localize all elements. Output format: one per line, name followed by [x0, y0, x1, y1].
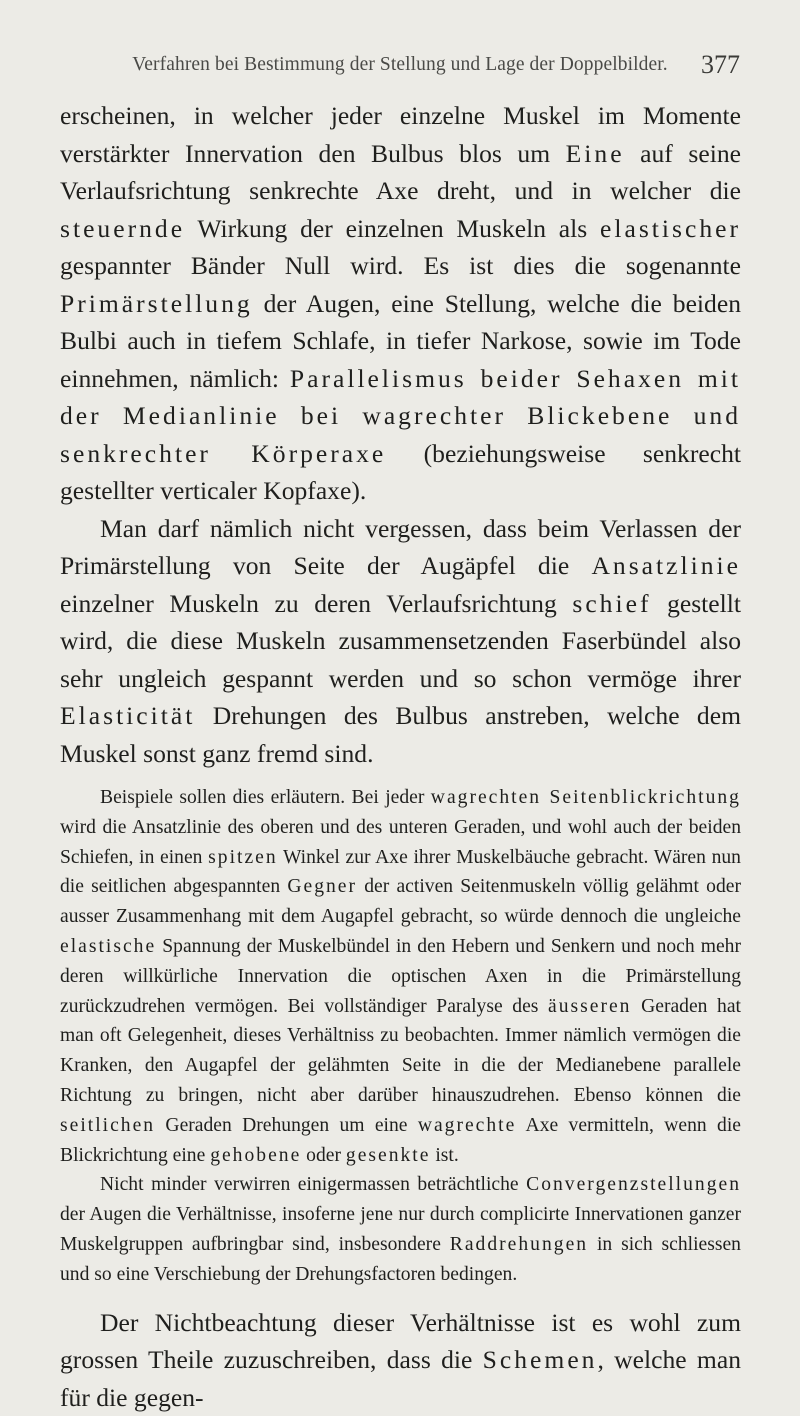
spaced-emphasis: Eine — [565, 138, 625, 168]
spaced-emphasis: gesenkte — [345, 1144, 431, 1166]
spaced-emphasis: Schemen — [482, 1345, 598, 1375]
spaced-emphasis: seitlichen — [60, 1114, 156, 1136]
paragraph-primary-position: erscheinen, in welcher jeder einzelne Muskel im Momente verstärkter Innervation den Bulbus blos um Eine auf seine Verlaufsrichtung senkrechte Axe dreht, und in welcher die steuernde Wirkung der einzelnen Muskeln als elastischer gespannter Bänder Null wird. Es ist dies die sogenannte Primärstellung der Augen, eine Stellung, welche die beiden Bulbi auch in tiefem Schlafe, in tiefer Narkose, sowie im Tode einnehmen, nämlich: Parallelismus beider Sehaxen mit der Medianlinie bei wagrechter Blickebene und senkrechter Körperaxe (beziehungsweise senkrecht gestellter verticaler Kopfaxe). — [60, 101, 741, 505]
spaced-emphasis: Elasticität — [60, 701, 196, 730]
spaced-emphasis: steuernde — [60, 213, 186, 243]
spaced-emphasis: wagrechte — [417, 1114, 517, 1136]
spaced-emphasis: elastische — [60, 935, 157, 957]
paragraph-schemes: Der Nichtbeachtung dieser Verhältnisse ist es wohl zum grossen Theile zuzuschreiben, dass die Schemen, welche man für die gegen- — [60, 1307, 741, 1412]
spaced-emphasis: Raddrehungen — [449, 1233, 589, 1255]
spaced-emphasis: schief — [572, 588, 652, 618]
paragraph-insertion-line: Man darf nämlich nicht vergessen, dass beim Verlassen der Primärstellung von Seite der Augäpfel die Ansatzlinie einzelner Muskeln zu deren Verlaufsrichtung schief gestellt wird, die diese Muskeln zusammensetzenden Faserbündel also sehr ungleich gespannt werden und so schon vermöge ihrer Elasticität Drehungen des Bulbus anstreben, welche dem Muskel sonst ganz fremd sind. — [60, 513, 741, 768]
spaced-emphasis: Convergenzstellungen — [526, 1174, 741, 1196]
spaced-emphasis: wagrechten Seitenblickrichtung — [430, 787, 741, 808]
paragraph-convergence: Nicht minder verwirren einigermassen beträchtliche Convergenzstellungen der Augen die Verhältnisse, insoferne jene nur durch complicirte Innervationen ganzer Muskelgruppen aufbringbar sind, insbesondere Raddrehungen in sich schliessen und so eine Verschiebung der Drehungsfactoren bedingen. — [60, 1174, 741, 1285]
spaced-emphasis: Ansatzlinie — [591, 551, 741, 580]
spaced-emphasis: Gegner — [287, 876, 358, 898]
page-number: 377 — [701, 50, 740, 79]
running-title: Verfahren bei Bestimmung der Stellung und Lage der Doppelbilder. — [132, 54, 668, 75]
spaced-emphasis: Parallelismus beider Sehaxen mit der Medianlinie bei wagrechter Blickebene und senkrechter Körperaxe — [60, 363, 741, 468]
spaced-emphasis: gehobene — [210, 1144, 302, 1166]
spaced-emphasis: elastischer — [599, 213, 741, 243]
paragraph-examples: Beispiele sollen dies erläutern. Bei jeder wagrechten Seitenblickrichtung wird die Ansatzlinie des oberen und des unteren Geraden, und wohl auch der beiden Schiefen, in einen spitzen Winkel zur Axe ihrer Muskelbäuche gebracht. Wären nun die seitlichen abgespannten Gegner der activen Seitenmuskeln völlig gelähmt oder ausser Zusammenhang mit dem Augapfel gebracht, so würde dennoch die ungleiche elastische Spannung der Muskelbündel in den Hebern und Senkern und noch mehr deren willkürliche Innervation die optischen Axen in die Primärstellung zurückzudrehen vermögen. Bei vollständiger Paralyse des äusseren Geraden hat man oft Gelegenheit, dieses Verhältniss zu beobachten. Immer nämlich vermögen die Kranken, den Augapfel der gelähmten Seite in die der Medianebene parallele Richtung zu bringen, nicht aber darüber hinauszudrehen. Ebenso können die seitlichen Geraden Drehungen um eine wagrechte Axe vermitteln, wenn die Blickrichtung eine gehobene oder gesenkte ist. — [60, 787, 741, 1166]
body-text — [60, 97, 741, 1416]
spaced-emphasis: äusseren — [548, 995, 632, 1017]
spaced-emphasis: spitzen — [208, 846, 278, 868]
spaced-emphasis: Primärstellung — [60, 288, 253, 318]
running-head — [60, 50, 740, 80]
